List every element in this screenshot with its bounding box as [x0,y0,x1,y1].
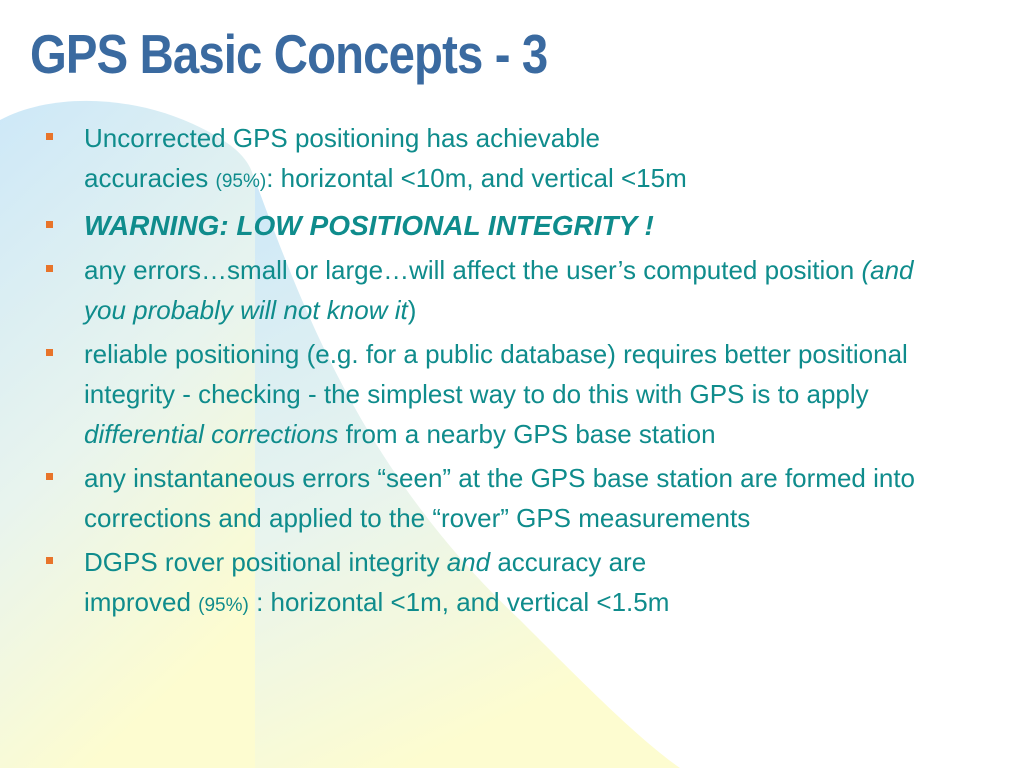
square-bullet-icon [46,133,53,140]
bullet-text: DGPS rover positional integrity [84,547,447,577]
bullet-text: from a nearby GPS base station [338,419,716,449]
bullet-warning [44,206,944,246]
bullet-text: : horizontal <1m, and vertical <1.5m [248,587,670,617]
slide-title: GPS Basic Concepts - 3 [30,23,548,85]
bullet-reliable-positioning [44,334,944,454]
bullet-text: any instantaneous errors “seen” at the GPS base station are formed into corrections and applied to the “rover” GPS measurements [84,463,916,533]
square-bullet-icon [46,473,53,480]
bullet-dgps [44,542,944,626]
bullet-text-small: (95%) [198,595,249,616]
bullet-text: ) [407,295,417,325]
square-bullet-icon [46,557,53,564]
square-bullet-icon [46,349,53,356]
bullet-text: accuracies [84,163,216,193]
square-bullet-icon [46,265,53,272]
bullet-text: any errors…small or large…will affect the user’s computed position [84,255,862,285]
bullet-text: improved [84,587,199,617]
bullet-text: reliable positioning (e.g. for a public database) requires better positional integrity - checking - the simplest way to do this with GPS is to apply [84,339,908,409]
square-bullet-icon [46,221,53,228]
bullet-text-line-1: Uncorrected GPS positioning has achievable [84,123,600,153]
bullet-accuracy [44,118,944,202]
bullet-text: accuracy are [490,547,647,577]
warning-text: WARNING: LOW POSITIONAL INTEGRITY ! [84,210,654,241]
bullet-text-italic: and [446,547,491,577]
bullet-base-station [44,458,944,538]
bullet-text: : horizontal <10m, and vertical <15m [266,163,687,193]
bullet-text-italic: (and you probably will not know it [84,255,914,325]
bullet-text-italic: differential corrections [84,419,339,449]
bullet-text-small: (95%) [215,171,267,192]
bullet-errors [44,250,944,330]
bullet-list [44,118,944,630]
